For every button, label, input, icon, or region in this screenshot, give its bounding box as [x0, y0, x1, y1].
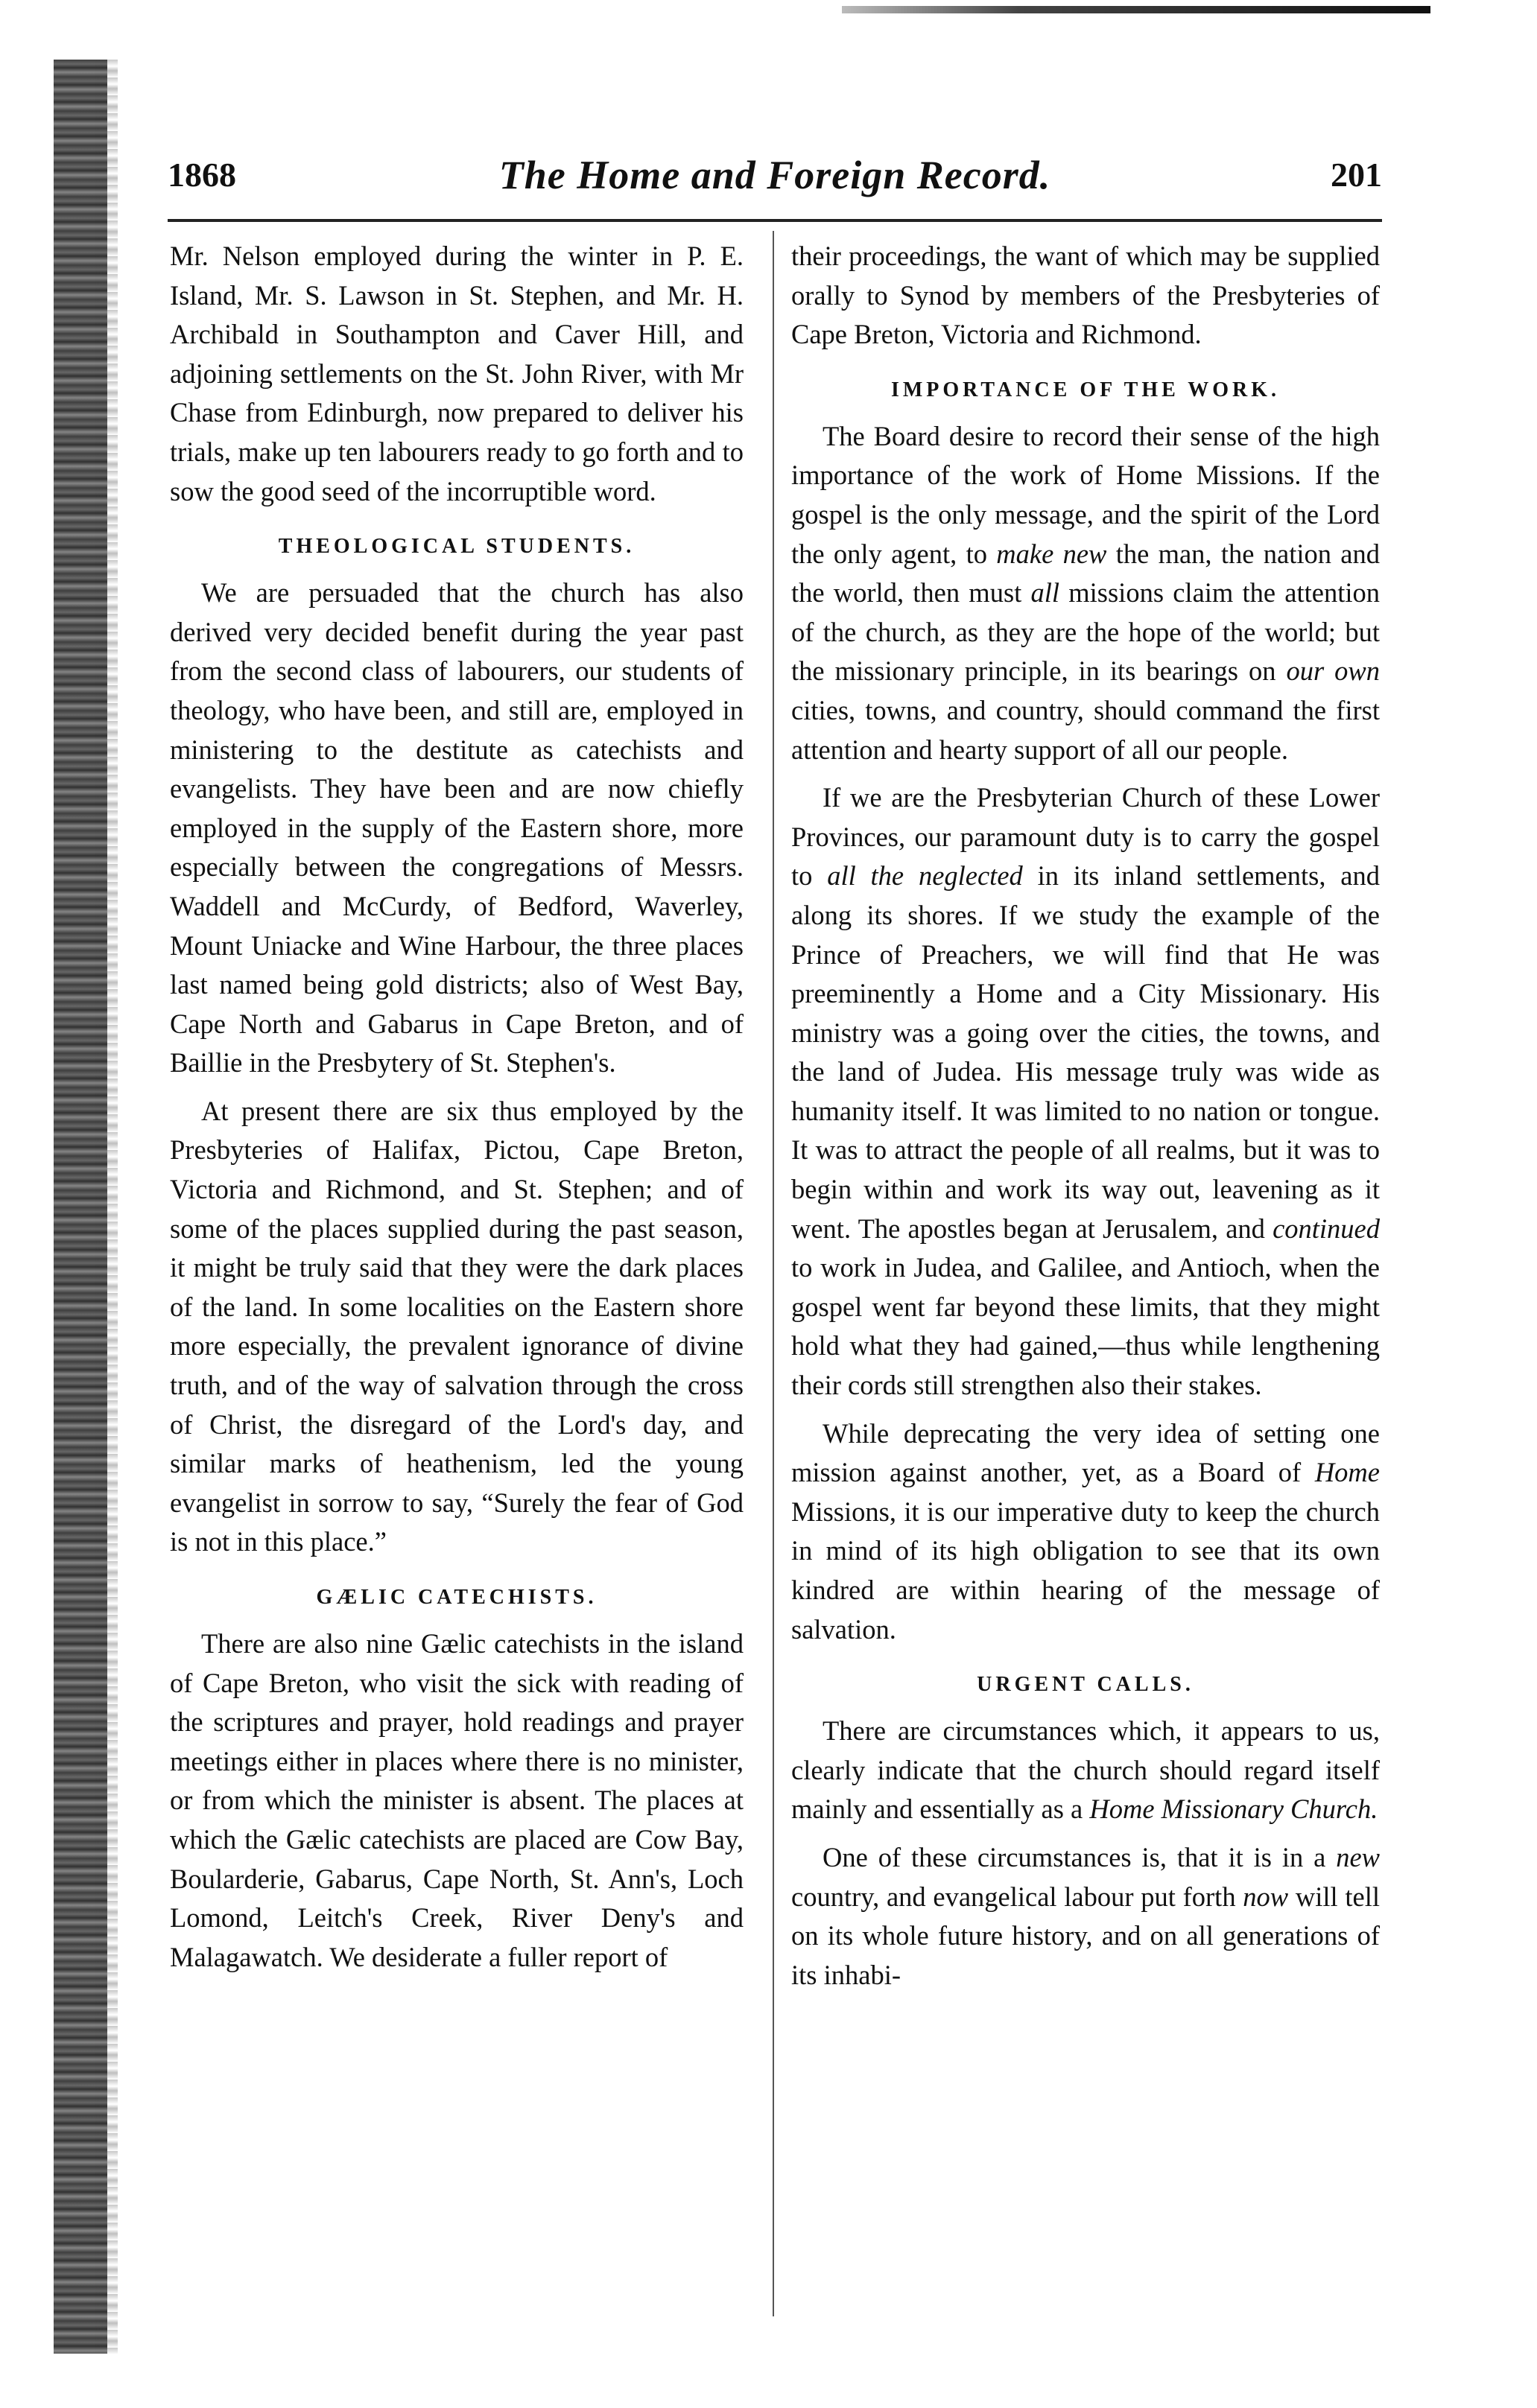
text-run: There are circumstances which, it appears to us, clearly indicate that the church should regard itself mainly and essentially as a	[791, 1715, 1380, 1825]
page-number: 201	[1331, 156, 1382, 194]
text-run: While deprecating the very idea of setting one mission against another, yet, as a Board of	[791, 1417, 1380, 1488]
header-rule	[168, 219, 1382, 222]
paragraph: their proceedings, the want of which may be supplied orally to Synod by members of the Presbyteries of Cape Breton, Victoria and Richmond.	[791, 241, 1380, 350]
text-run: country, and evangelical labour put forth	[791, 1881, 1243, 1912]
emphasis: new	[1336, 1841, 1380, 1872]
emphasis: all the neglected	[827, 860, 1023, 892]
right-column	[791, 237, 1380, 1995]
scan-binding-edge	[54, 60, 107, 2354]
paragraph: There are also nine Gælic catechists in the island of Cape Breton, who visit the sick with reading of the scriptures and prayer, hold readings and prayer meetings either in places where there is no minister, or from which the minister is absent. The places at which the Gælic catechists are placed are Cow Bay, Boularderie, Gabarus, Cape North, St. Ann's, Loch Lomond, Leitch's Creek, River Deny's and Malagawatch. We desiderate a fuller report of	[170, 1628, 744, 1972]
left-column	[170, 237, 744, 1977]
text-run: in its inland settlements, and along its shores. If we study the example of the Prince of Preachers, we will find that He was preeminently a Home and a City Missionary. His ministry was a going over the cities, the towns, and the land of Judea. His message truly was wide as humanity itself. It was limited to no nation or tongue. It was to attract the people of all realms, but it was to begin within and work its way out, leavening as it went. The apostles began at Jerusalem, and	[791, 860, 1380, 1244]
paragraph: At present there are six thus employed by the Presbyteries of Halifax, Pictou, Cape Breton, Victoria and Richmond, and St. Stephen; and of some of the places supplied during the past season, it might be truly said that they were the dark places of the land. In some localities on the Eastern shore more especially, the prevalent ignorance of divine truth, and of the way of salvation through the cross of Christ, the disregard of the Lord's day, and similar marks of heathenism, led the young evangelist in sorrow to say, “Surely the fear of God is not in this place.”	[170, 1095, 744, 1557]
paragraph	[791, 1414, 1380, 1650]
emphasis: continued	[1273, 1213, 1380, 1244]
text-run: The Board desire to record their sense of the high importance of the work of Home Missions. If the gospel is the only message, and the spirit of the Lord the only agent, to	[791, 420, 1380, 569]
text-run: If we are the Presbyterian Church of these Lower Provinces, our paramount duty is to carry the gospel to	[791, 782, 1380, 892]
journal-title: The Home and Foreign Record.	[498, 153, 1051, 197]
header-year: 1868	[168, 156, 236, 194]
paragraph	[791, 778, 1380, 1405]
text-run: will tell on its whole future history, and on all generations of its inhabi-	[791, 1881, 1381, 1990]
top-rule	[842, 6, 1430, 13]
paragraph	[791, 1712, 1380, 1829]
paragraph	[791, 417, 1380, 769]
paragraph: Mr. Nelson employed during the winter in P. E. Island, Mr. S. Lawson in St. Stephen, and Mr. H. Archibald in Southampton and Caver Hill, and adjoining settlements on the St. John River, with Mr Chase from Edinburgh, now prepared to deliver his trials, make up ten labourers ready to go forth and to sow the good seed of the incorruptible word.	[170, 241, 744, 506]
section-heading-urgent-calls: URGENT CALLS.	[977, 1673, 1194, 1697]
emphasis: Home Missionary Church.	[1089, 1794, 1378, 1825]
section-heading-importance-of-the-work: IMPORTANCE OF THE WORK.	[890, 378, 1281, 401]
text-run: Missions, it is our imperative duty to keep the church in mind of its high obligation to see that its own kindred are within hearing of the message of salvation.	[791, 1496, 1380, 1645]
section-heading-gaelic-catechists: GÆLIC CATECHISTS.	[316, 1586, 598, 1609]
section-heading-theological-students: THEOLOGICAL STUDENTS.	[278, 535, 636, 559]
column-divider	[773, 231, 774, 2316]
running-header	[168, 155, 1382, 207]
emphasis: Home	[1314, 1457, 1380, 1488]
text-run: the man, the nation and the world, then must	[791, 538, 1380, 609]
paragraph: We are persuaded that the church has also derived very decided benefit during the year past from the second class of labourers, our students of theology, who have been, and still are, employed in ministering to the destitute as catechists and evangelists. They have been and are now chiefly employed in the supply of the Eastern shore, more especially between the congregations of Messrs. Waddell and McCurdy, of Bedford, Waverley, Mount Uniacke and Wine Harbour, the three places last named being gold districts; also of West Bay, Cape North and Gabarus in Cape Breton, and of Baillie in the Presbytery of St. Stephen's.	[170, 577, 744, 1078]
emphasis: all	[1030, 577, 1060, 609]
text-run: cities, towns, and country, should command the first attention and hearty support of all our people.	[791, 694, 1380, 765]
text-run: One of these circumstances is, that it is in a	[823, 1841, 1337, 1872]
emphasis: now	[1243, 1881, 1289, 1912]
text-run: missions claim the attention of the church, as they are the hope of the world; but the missionary principle, in its bearings on	[791, 577, 1381, 687]
emphasis: our own	[1286, 655, 1380, 687]
paragraph	[791, 1838, 1380, 1995]
text-run: to work in Judea, and Galilee, and Antioch, when the gospel went far beyond these limits, that they might hold what they had gained,—thus while lengthening their cords still strengthen also their stakes.	[791, 1252, 1380, 1401]
emphasis: make new	[996, 538, 1107, 569]
